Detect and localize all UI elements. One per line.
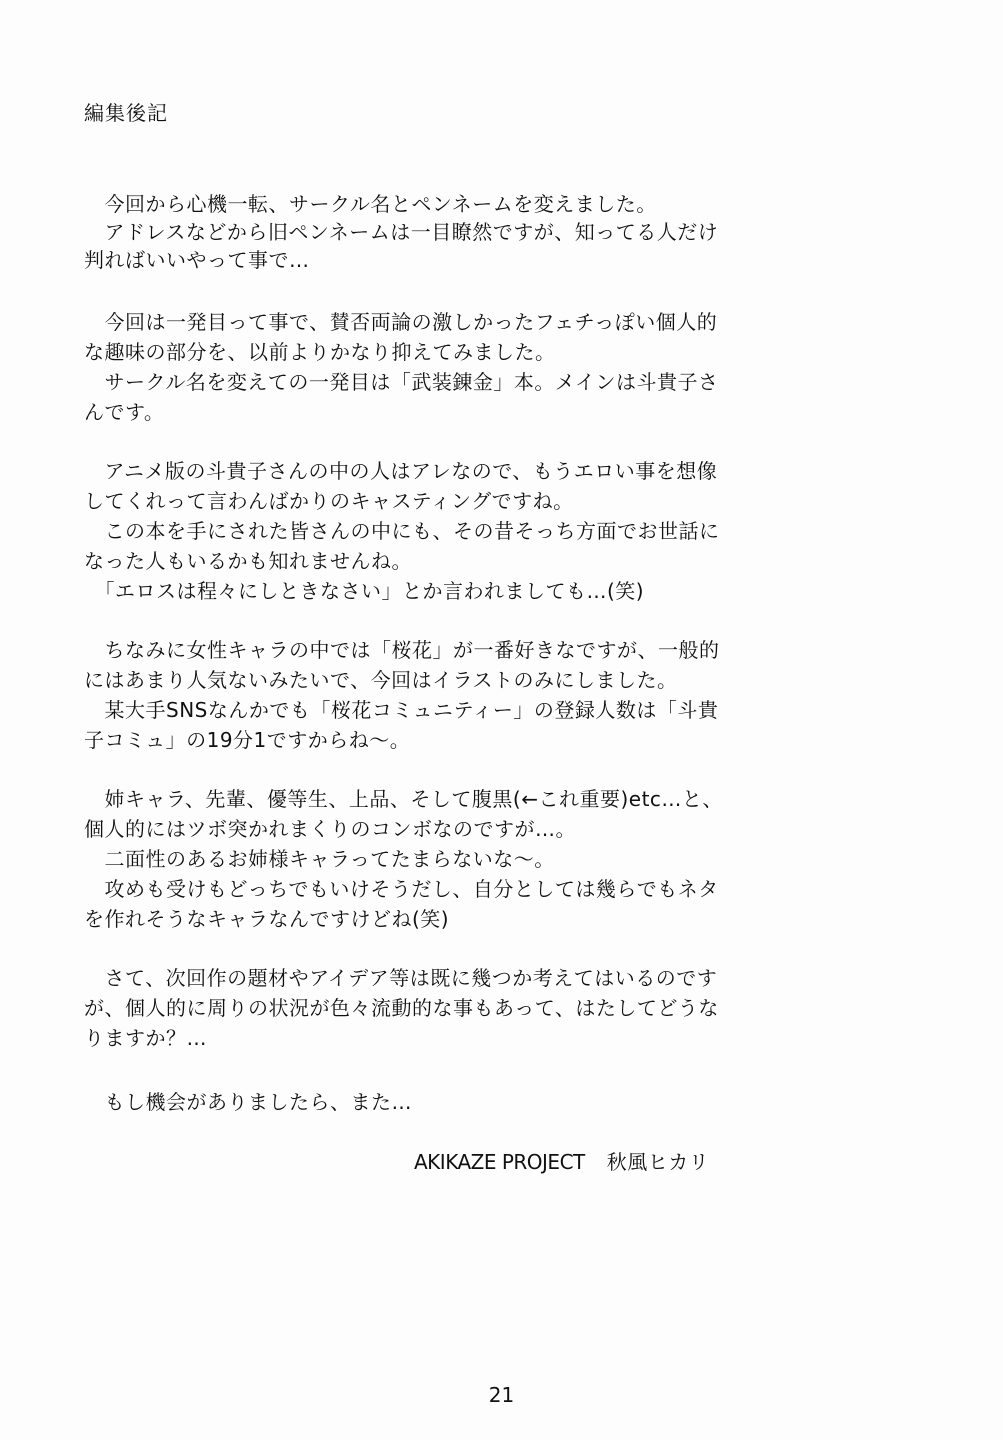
text-line: 姉キャラ、先輩、優等生、上品、そして腹黒(←これ重要)etc…と、 [84,787,723,811]
text-line: サークル名を変えての一発目は「武装錬金」本。メインは斗貴子さ [84,370,719,394]
text-line: この本を手にされた皆さんの中にも、その昔そっち方面でお世話に [84,519,720,543]
text-line: にはあまり人気ないみたいで、今回はイラストのみにしました。 [84,668,678,692]
text-line: 二面性のあるお姉様キャラってたまらないな～。 [84,847,555,871]
text-line: アニメ版の斗貴子さんの中の人はアレなので、もうエロい事を想像 [84,459,718,483]
text-line: 今回から心機一転、サークル名とペンネームを変えました。 [84,192,657,216]
signature-project: AKIKAZE PROJECT [414,1150,585,1174]
text-line: ちなみに女性キャラの中では「桜花」が一番好きなですが、一般的 [84,638,720,662]
page-number: 21 [488,1383,515,1407]
page-title: 編集後記 [84,101,168,125]
text-line: 子コミュ」の19分1ですからね～。 [84,728,411,752]
text-line: な趣味の部分を、以前よりかなり抑えてみました。 [84,340,556,364]
text-line: りますか？… [84,1026,207,1050]
signature [414,1147,709,1177]
text-line: んです。 [84,400,165,424]
text-line: が、個人的に周りの状況が色々流動的な事もあって、はたしてどうな [84,996,719,1020]
text-line: 個人的にはツボ突かれまくりのコンボなのですが…。 [84,817,576,841]
text-line: 攻めも受けもどっちでもいけそうだし、自分としては幾らでもネタ [84,877,719,901]
text-line: なった人もいるかも知れませんね。 [84,549,412,573]
text-line: 「エロスは程々にしときなさい」とか言われましても…(笑) [84,579,645,603]
text-line: 判ればいいやって事で… [84,248,310,272]
text-line: もし機会がありましたら、また… [84,1090,412,1114]
text-line: 某大手SNSなんかでも「桜花コミュニティー」の登録人数は「斗貴 [84,698,719,722]
text-line: してくれって言わんばかりのキャスティングですね。 [84,489,574,513]
text-line: を作れそうなキャラなんですけどね(笑) [84,907,450,931]
text-line: さて、次回作の題材やアイデア等は既に幾つか考えてはいるのです [84,966,718,990]
text-line: アドレスなどから旧ペンネームは一目瞭然ですが、知ってる人だけ [84,220,719,244]
signature-author: 秋風ヒカリ [606,1150,710,1174]
text-line: 今回は一発目って事で、賛否両論の激しかったフェチっぽい個人的 [84,310,718,334]
